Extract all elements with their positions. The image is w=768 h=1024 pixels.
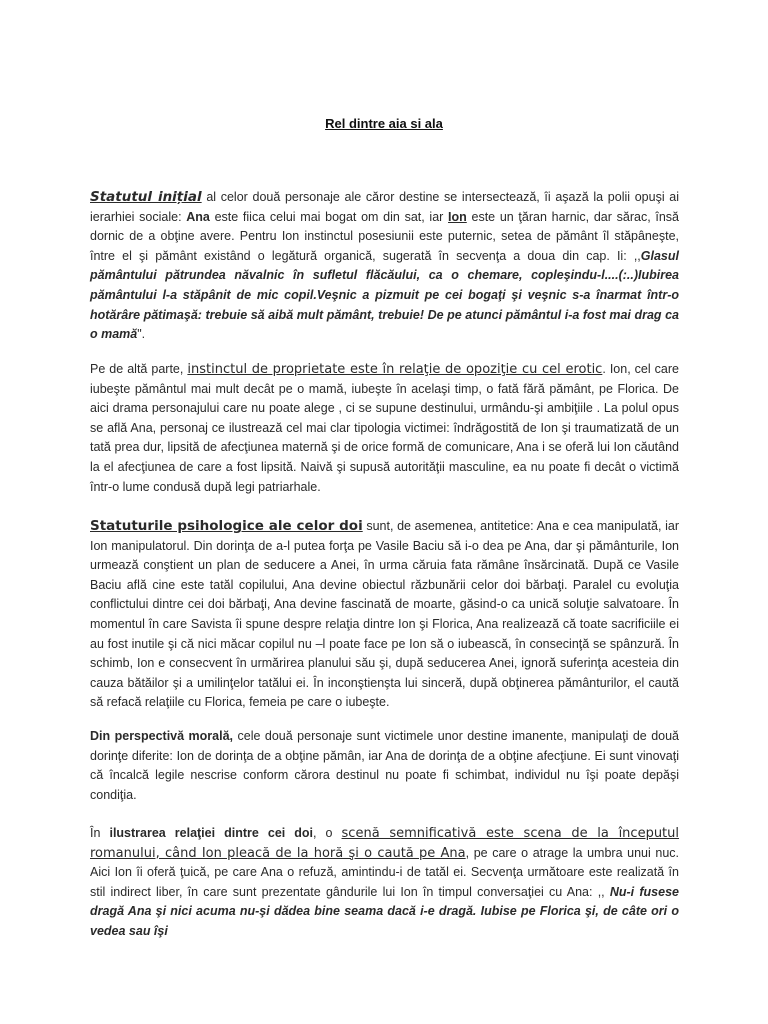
paragraph-text: . Ion, cel care iubeşte pământul mai mult decât pe o mamă, iubeşte în acelaşi timp, o fată fără pământ, pe Florica. De aici drama personajului care nu poate alege , ci se supune destinului, urmându-şi ambiţiile . La polul opus se află Ana, personaj ce ilustrează cel mai clar tipologia victimei: îndrăgostită de Ion şi traumatizată de un tată prea dur, lipsită de afecţiunea maternă şi de orice formă de comunicare, Ana i se oferă lui Ion căutând la el afecţiunea de care a fost lipsită. Naivă şi supusă autorităţii masculine, ea nu poate fi decât o victimă într-o lume condusă după legi patriarhale.	[90, 362, 679, 494]
character-name-ion: Ion	[448, 209, 467, 224]
paragraph-text: În	[90, 826, 110, 840]
paragraph-text: este un ţăran harnic, dar sărac, însă dornic de a obţine avere. Pentru Ion instinctul posesiunii este puternic, setea de pământ îl stăpâneşte, între el şi pământ existând o legătură organică, sugerată în secvenţa a doua din cap. Ii: ,,	[90, 209, 679, 263]
paragraph-text: al celor două personaje ale căror destine se intersectează, îi aşază la polii opuşi ai ierarhiei sociale:	[90, 190, 679, 224]
paragraph-text: sunt, de asemenea, antitetice: Ana e cea manipulată, iar Ion manipulatorul. Din dorinţa de a-l putea forţa pe Vasile Baciu să i-o dea pe Ana, dar şi pământurile, Ion urmează conştient un plan de seducere a Anei, în urma căruia fata rămâne însărcinată. După ce Vasile Baciu află cine este tatăl copilului, Ana devine obiectul răzbunării celor doi bărbaţi. Paralel cu evoluţia conflictului dintre cei doi bărbaţi, Ana devine fascinată de moarte, găsind-o ca unică soluţie salvatoare. În momentul în care Savista îi spune despre relaţia dintre Ion şi Florica, Ana realizează că toate sacrificiile ei au fost inutile şi că nici măcar copilul nu –l poate face pe Ion să o iubească, în consecinţă se spânzură. În schimb, Ion e consecvent în urmărirea planului său şi, după seducerea Anei, ignoră suferinţa acesteia din cauza bătăilor şi a umilinţelor tatălui ei. În inconştienşta lui sinceră, după obţinerea pământurilor, el caută să refacă relaţiile cu Florica, femeia pe care o iubeşte.	[90, 519, 679, 710]
character-name-ana: Ana	[186, 209, 210, 224]
section-lead: instinctul de proprietate este în relaţie de opoziţie cu cel erotic	[187, 362, 603, 377]
paragraph-text: , pe care o atrage la umbra unui nuc. Aici Ion îi oferă ţuică, pe care Ana o refuză, amintindu-i de tatăl ei. Secvenţa următoare este realizată în stil indirect liber, în care sunt prezentate gândurile lui Ion în timpul conversaţiei cu Ana: ,,	[90, 845, 679, 899]
paragraph-psychological-status	[90, 517, 679, 713]
highlighted-scene: scenă semnificativă este scena de la începutul romanului, când Ion pleacă de la horă şi o caută pe Ana	[90, 826, 680, 861]
quotation: Glasul pământului pătrundea năvalnic în sufletul flăcăului, ca o chemare, copleşindu-l....(:..)Iubirea pământului l-a stăpânit de mic copil.Veşnic a pizmuit pe cei bogaţi şi veşnic s-a înarmat într-o hotărâre pătimaşă: trebuie să aibă mult pământ, trebuie! De pe atunci pământul i-a fost mai drag ca o mamă	[90, 248, 679, 342]
paragraph-text: ".	[137, 327, 146, 342]
paragraph-text: este fiica celui mai bogat om din sat, iar	[209, 209, 449, 224]
paragraph-instinct-opposition	[90, 360, 679, 497]
section-lead: ilustrarea relaţiei dintre cei doi	[109, 826, 314, 840]
section-lead: Statuturile psihologice ale celor doi	[90, 518, 363, 534]
document-title: Rel dintre aia si ala	[325, 116, 443, 131]
paragraph-text: , o	[313, 826, 342, 840]
paragraph-initial-status	[90, 188, 679, 345]
section-lead: Din perspectivă morală,	[90, 729, 234, 743]
paragraph-relationship-illustration	[90, 824, 679, 942]
section-lead: Statutul inițial	[90, 189, 202, 205]
paragraph-text: cele două personaje sunt victimele unor destine imanente, manipulaţi de două dorinţe diferite: Ion de dorinţa de a obţine pămân, iar Ana de dorinţa de a obţine afecţiune. Ei sunt vinovaţi că încalcă legile nescrise conform cărora destinul nu poate fi schimbat, individul nu îşi poate depăşi condiţia.	[90, 729, 680, 802]
quotation: Nu-i fusese dragă Ana şi nici acuma nu-şi dădea bine seama dacă i-e dragă. Iubise pe Florica şi, de câte ori o vedea sau îşi	[90, 884, 679, 938]
paragraph-moral-perspective	[90, 727, 679, 805]
paragraph-text: Pe de altă parte,	[90, 362, 188, 376]
